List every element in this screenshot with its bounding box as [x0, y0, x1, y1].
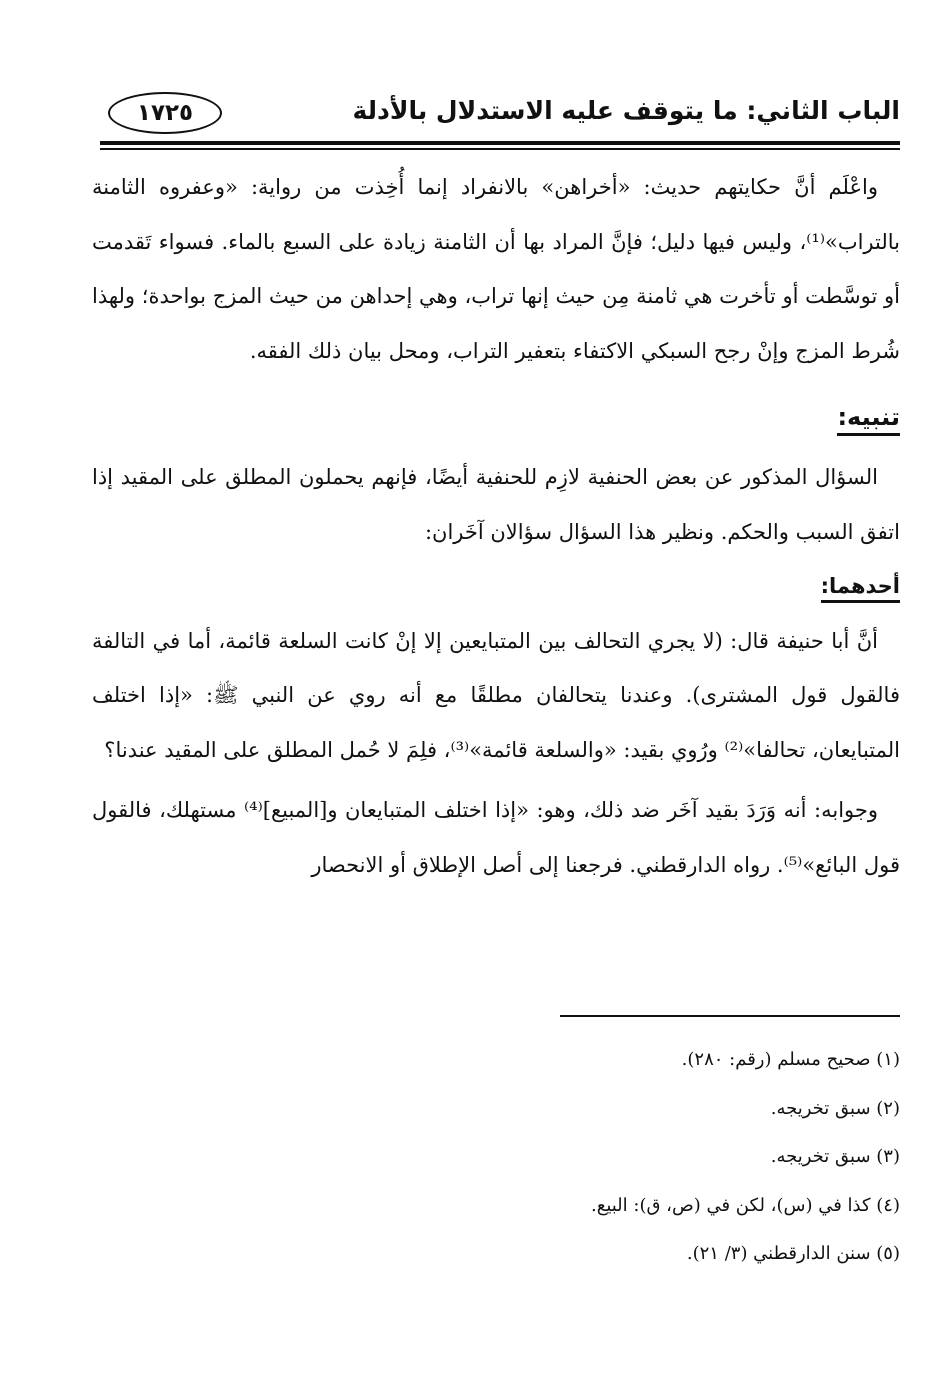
heading-ahaduhuma — [92, 559, 900, 614]
header-rule-thick — [100, 141, 900, 145]
footnote-1: (١) صحيح مسلم (رقم: ٢٨٠). — [681, 1049, 900, 1070]
page-header — [100, 92, 900, 142]
footnote-5: (٥) سنن الدارقطني (٣/ ٢١). — [686, 1243, 900, 1264]
heading-ahaduhuma-label: أحدهما: — [821, 574, 900, 603]
heading-tanbih-label: تنبيه: — [837, 403, 900, 436]
running-title: الباب الثاني: ما يتوقف عليه الاستدلال بالأدلة — [352, 96, 900, 125]
paragraph-1: واعْلَم أنَّ حكايتهم حديث: «أخراهن» بالانفراد إنما أُخِذت من رواية: «وعفروه الثامنة بالتراب»⁽¹⁾، وليس فيها دليل؛ فإنَّ المراد بها أن الثامنة زيادة على السبع بالماء. فسواء تَقدمت أو توسَّطت أو تأخرت هي ثامنة مِن حيث إنها تراب، وهي إحداهن من حيث المزج بواحدة؛ ولهذا شُرط المزج وإنْ رجح السبكي الاكتفاء بتعفير التراب، ومحل بيان ذلك الفقه. — [92, 175, 900, 363]
footnote-4: (٤) كذا في (س)، لكن في (ص، ق): البيع. — [591, 1194, 900, 1216]
paragraph-4: وجوابه: أنه وَرَدَ بقيد آخَر ضد ذلك، وهو: «إذا اختلف المتبايعان و[المبيع]⁽⁴⁾ مستهلك، فالقول قول البائع»⁽⁵⁾. رواه الدارقطني. فرجعنا إلى أصل الإطلاق أو الانحصار — [92, 798, 900, 877]
footnote-separator — [560, 1015, 900, 1017]
footnote-2: (٢) سبق تخريجه. — [770, 1097, 900, 1119]
footnote-3: (٣) سبق تخريجه. — [770, 1146, 900, 1167]
page-number-badge: ١٧٢٥ — [108, 92, 222, 134]
paragraph-3: أنَّ أبا حنيفة قال: (لا يجري التحالف بين المتبايعين إلا إنْ كانت السلعة قائمة، أما في التالفة فالقول قول المشترى). وعندنا يتحالفان مطلقًا مع أنه روي عن النبي ﷺ: «إذا اختلف المتبايعان، تحالفا»⁽²⁾ ورُوي بقيد: «والسلعة قائمة»⁽³⁾، فلِمَ لا حُمل المطلق على المقيد عندنا؟ — [92, 628, 900, 762]
main-text — [92, 160, 900, 892]
footnotes — [100, 1036, 900, 1279]
header-rule-thin — [100, 148, 900, 150]
heading-tanbih — [92, 378, 900, 450]
paragraph-2: السؤال المذكور عن بعض الحنفية لازِم للحنفية أيضًا، فإنهم يحملون المطلق على المقيد إذا اتفق السبب والحكم. ونظير هذا السؤال سؤالان آخَران: — [92, 465, 900, 544]
